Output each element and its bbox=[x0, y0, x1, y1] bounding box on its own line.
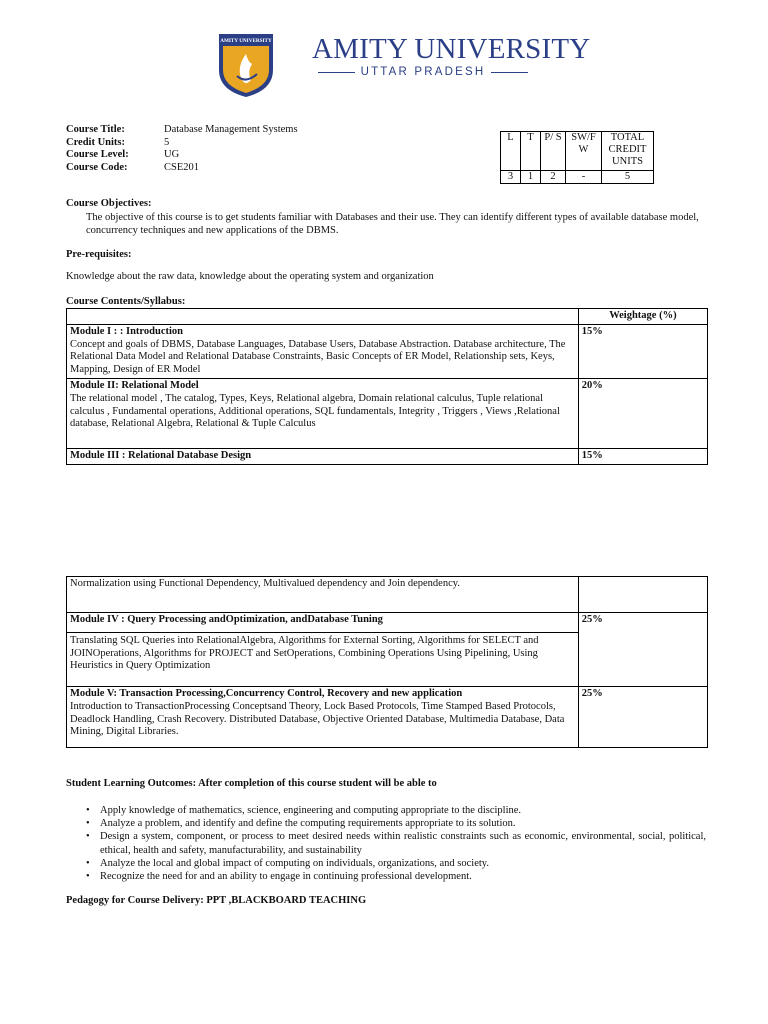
university-shield-logo bbox=[217, 32, 275, 98]
rule-right bbox=[491, 72, 528, 73]
module-weight: 20% bbox=[578, 378, 707, 448]
module-row bbox=[67, 378, 708, 448]
credit-header: L bbox=[501, 132, 521, 171]
credit-value: 2 bbox=[541, 171, 566, 184]
module-content: Normalization using Functional Dependency, Multivalued dependency and Join dependency. bbox=[67, 577, 579, 613]
module-content: Introduction to TransactionProcessing Conceptsand Theory, Lock Based Protocols, Time Stamped Based Protocols, Deadlock Handling, Crash Recovery. Distributed Database, Objective Oriented Database, Multimedia Database, Data Mining, Digital Libraries. bbox=[70, 700, 565, 738]
credit-header: T bbox=[521, 132, 541, 171]
module-title: Module II: Relational Model bbox=[70, 379, 199, 391]
info-value: Database Management Systems bbox=[164, 124, 298, 135]
syllabus-heading: Course Contents/Syllabus: bbox=[66, 296, 186, 307]
rule-left bbox=[318, 72, 355, 73]
module-weight: 15% bbox=[578, 324, 707, 378]
info-label: Credit Units: bbox=[66, 136, 126, 148]
syllabus-table-part1 bbox=[66, 308, 708, 465]
module-row bbox=[67, 687, 708, 748]
module-row bbox=[67, 448, 708, 464]
outcomes-heading: Student Learning Outcomes: After completion of this course student will be able to bbox=[66, 778, 437, 789]
campus-label: UTTAR PRADESH bbox=[360, 66, 486, 78]
outcome-item: • Recognize the need for and an ability to engage in continuing professional development. bbox=[86, 870, 706, 883]
blank-cell bbox=[578, 577, 707, 613]
course-info-row bbox=[66, 148, 298, 161]
objectives-text: The objective of this course is to get students familiar with Databases and their use. They can identify different types of available database model, concurrency techniques and new applications of the DBMS. bbox=[86, 212, 699, 236]
outcome-item: • Analyze the local and global impact of computing on individuals, organizations, and society. bbox=[86, 857, 706, 870]
module-row bbox=[67, 613, 708, 687]
module-weight: 15% bbox=[581, 449, 603, 461]
credit-value: 5 bbox=[602, 171, 654, 184]
course-info-row bbox=[66, 136, 298, 149]
module-cell bbox=[67, 324, 579, 378]
module-row bbox=[67, 577, 708, 613]
module-title: Module V: Transaction Processing,Concurrency Control, Recovery and new application bbox=[70, 688, 463, 699]
info-value: UG bbox=[164, 149, 180, 161]
info-value: 5 bbox=[164, 136, 170, 148]
info-label: Course Title: bbox=[66, 124, 125, 135]
module-content: Translating SQL Queries into RelationalAlgebra, Algorithms for External Sorting, Algorithms for SELECT and JOINOperations, Algorithms for PROJECT and SetOperations, Combining Operations Using Pipelining, Using Heuristics in Query Optimization bbox=[67, 632, 578, 673]
outcomes-list bbox=[86, 804, 706, 883]
module-title: Module III : Relational Database Design bbox=[67, 448, 579, 464]
weightage-header-row bbox=[67, 309, 708, 325]
university-name: AMITY UNIVERSITY bbox=[312, 33, 591, 65]
objectives-heading: Course Objectives: bbox=[66, 198, 152, 209]
campus-name bbox=[318, 66, 528, 78]
outcome-item: • Apply knowledge of mathematics, science, engineering and computing appropriate to the discipline. bbox=[86, 804, 706, 817]
module-weight: 25% bbox=[578, 613, 707, 687]
credit-table bbox=[500, 131, 654, 184]
course-info-row bbox=[66, 123, 298, 136]
blank-cell bbox=[67, 309, 579, 325]
credit-header: TOTAL CREDIT UNITS bbox=[602, 132, 654, 171]
logo-text: AMITY UNIVERSITY bbox=[220, 38, 272, 44]
module-cell bbox=[67, 687, 579, 748]
credit-header: P/ S bbox=[541, 132, 566, 171]
credit-value: 1 bbox=[521, 171, 541, 184]
module-content: The relational model , The catalog, Types, Keys, Relational algebra, Domain relational calculus, Tuple relational calculus , Fundamental operations, Additional operations, SQL fundamentals, Integrity , Triggers , Views ,Relational database, Relational Algebra, Relational & Tuple Calculus bbox=[70, 392, 560, 430]
module-cell bbox=[67, 613, 579, 687]
info-value: CSE201 bbox=[164, 161, 200, 173]
module-content: Concept and goals of DBMS, Database Languages, Database Users, Database Abstraction. Database architecture, The Relational Data Model and Relational Database Constraints, Basic Concepts of ER Model, Relationship sets, Keys, Mapping, Design of ER Model bbox=[70, 338, 566, 376]
outcome-item: • Design a system, component, or process to meet desired needs within realistic constraints such as economic, environmental, social, political, ethical, health and safety, manufacturability, and sustainability bbox=[86, 830, 706, 856]
syllabus-table-part2 bbox=[66, 576, 708, 748]
module-title: Module I : : Introduction bbox=[70, 325, 183, 337]
module-title: Module IV : Query Processing andOptimization, andDatabase Tuning bbox=[70, 614, 383, 625]
outcome-item: • Analyze a problem, and identify and define the computing requirements appropriate to its solution. bbox=[86, 817, 706, 830]
pedagogy-text: Pedagogy for Course Delivery: PPT ,BLACKBOARD TEACHING bbox=[66, 895, 367, 906]
module-cell bbox=[67, 378, 579, 448]
credit-value: - bbox=[566, 171, 602, 184]
info-label: Course Code: bbox=[66, 161, 128, 173]
credit-header: SW/F W bbox=[566, 132, 602, 171]
credit-value: 3 bbox=[501, 171, 521, 184]
module-weight: 25% bbox=[581, 688, 603, 699]
credit-value-row bbox=[501, 171, 654, 184]
prerequisites-text: Knowledge about the raw data, knowledge about the operating system and organization bbox=[66, 271, 434, 282]
info-label: Course Level: bbox=[66, 149, 129, 161]
weightage-header: Weightage (%) bbox=[578, 309, 707, 325]
course-info-row bbox=[66, 161, 298, 174]
course-info bbox=[66, 123, 298, 173]
credit-header-row bbox=[501, 132, 654, 171]
prerequisites-heading: Pre-requisites: bbox=[66, 249, 132, 260]
module-row bbox=[67, 324, 708, 378]
